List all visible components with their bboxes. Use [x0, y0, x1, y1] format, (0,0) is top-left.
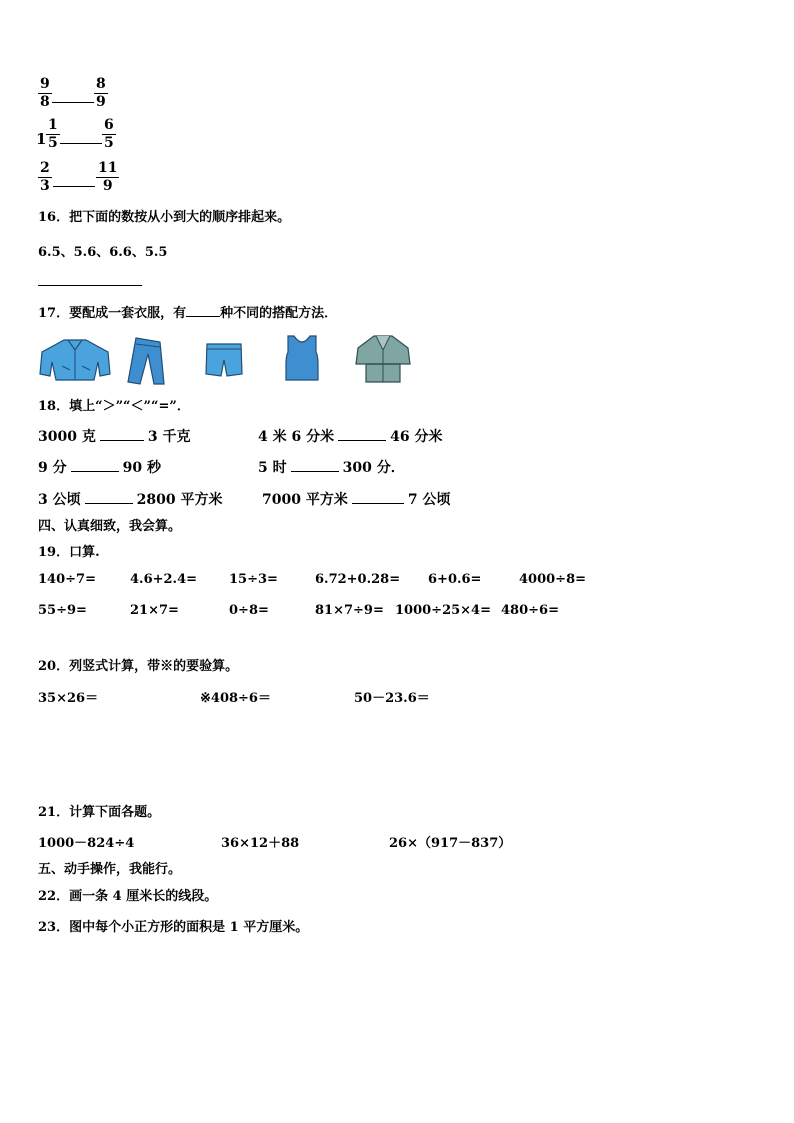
jacket-icon — [38, 336, 112, 384]
calc-item: 26×（917－837） — [389, 836, 512, 851]
question-18-title: 18．填上“＞”“＜”“=”． — [38, 399, 190, 414]
calc-item: 36×12＋88 — [221, 836, 300, 851]
oral-calc: 140÷7= — [38, 572, 96, 587]
answer-blank[interactable] — [186, 302, 220, 317]
shorts-icon — [204, 340, 244, 380]
fraction-right: 6 5 — [104, 117, 114, 151]
question-19-title: 19．口算. — [38, 545, 100, 560]
section-5-heading: 五、动手操作，我能行。 — [38, 862, 182, 877]
oral-calc: 15÷3= — [229, 572, 278, 587]
answer-line — [38, 285, 142, 286]
fraction-left: 1 5 — [48, 117, 58, 151]
oral-calc: 81×7÷9= — [315, 603, 384, 618]
vest-icon — [284, 334, 320, 382]
fraction-left: 9 8 — [40, 76, 50, 110]
question-16-numbers: 6.5、5.6、6.6、5.5 — [38, 245, 168, 260]
answer-blank[interactable] — [85, 489, 133, 504]
answer-blank[interactable] — [291, 457, 339, 472]
oral-calc: 4.6+2.4= — [130, 572, 198, 587]
compare-item-2: 4 米 6 分米 46 分米 — [258, 426, 442, 446]
question-16-title: 16．把下面的数按从小到大的顺序排起来。 — [38, 210, 291, 225]
question-17-title: 17．要配成一套衣服，有 种不同的搭配方法． — [38, 302, 337, 321]
fraction-left: 2 3 — [40, 160, 50, 194]
oral-calc: 1000÷25×4= — [395, 603, 491, 618]
question-23-title: 23．图中每个小正方形的面积是 1 平方厘米。 — [38, 920, 309, 935]
answer-blank[interactable] — [71, 457, 119, 472]
vertical-calc: 35×26＝ — [38, 691, 99, 706]
section-4-heading: 四、认真细致，我会算。 — [38, 519, 182, 534]
question-21-title: 21．计算下面各题。 — [38, 805, 161, 820]
vertical-calc: ※408÷6＝ — [200, 691, 271, 706]
compare-item-1: 3000 克 3 千克 — [38, 426, 190, 446]
compare-item-6: 7000 平方米 7 公顷 — [262, 489, 450, 509]
trousers-icon — [124, 336, 168, 386]
oral-calc: 480÷6= — [501, 603, 559, 618]
whole-number: 1 — [36, 130, 47, 148]
fraction-right: 8 9 — [96, 76, 106, 110]
answer-blank[interactable] — [352, 489, 404, 504]
compare-item-4: 5 时 300 分． — [258, 457, 405, 477]
oral-calc: 55÷9= — [38, 603, 87, 618]
oral-calc: 0÷8= — [229, 603, 269, 618]
calc-item: 1000－824÷4 — [38, 836, 135, 851]
compare-item-5: 3 公顷 2800 平方米 — [38, 489, 222, 509]
answer-blank[interactable] — [338, 426, 386, 441]
blank-line — [60, 143, 102, 144]
oral-calc: 6+0.6= — [428, 572, 482, 587]
coat-icon — [354, 334, 412, 384]
blank-line — [52, 102, 94, 103]
question-22-title: 22．画一条 4 厘米长的线段。 — [38, 889, 218, 904]
answer-blank[interactable] — [100, 426, 144, 441]
compare-item-3: 9 分 90 秒 — [38, 457, 161, 477]
oral-calc: 6.72+0.28= — [315, 572, 401, 587]
blank-line — [53, 186, 95, 187]
vertical-calc: 50－23.6＝ — [354, 691, 430, 706]
question-20-title: 20．列竖式计算，带※的要验算。 — [38, 659, 239, 674]
fraction-right: 11 9 — [98, 160, 118, 194]
oral-calc: 21×7= — [130, 603, 179, 618]
oral-calc: 4000÷8= — [519, 572, 587, 587]
